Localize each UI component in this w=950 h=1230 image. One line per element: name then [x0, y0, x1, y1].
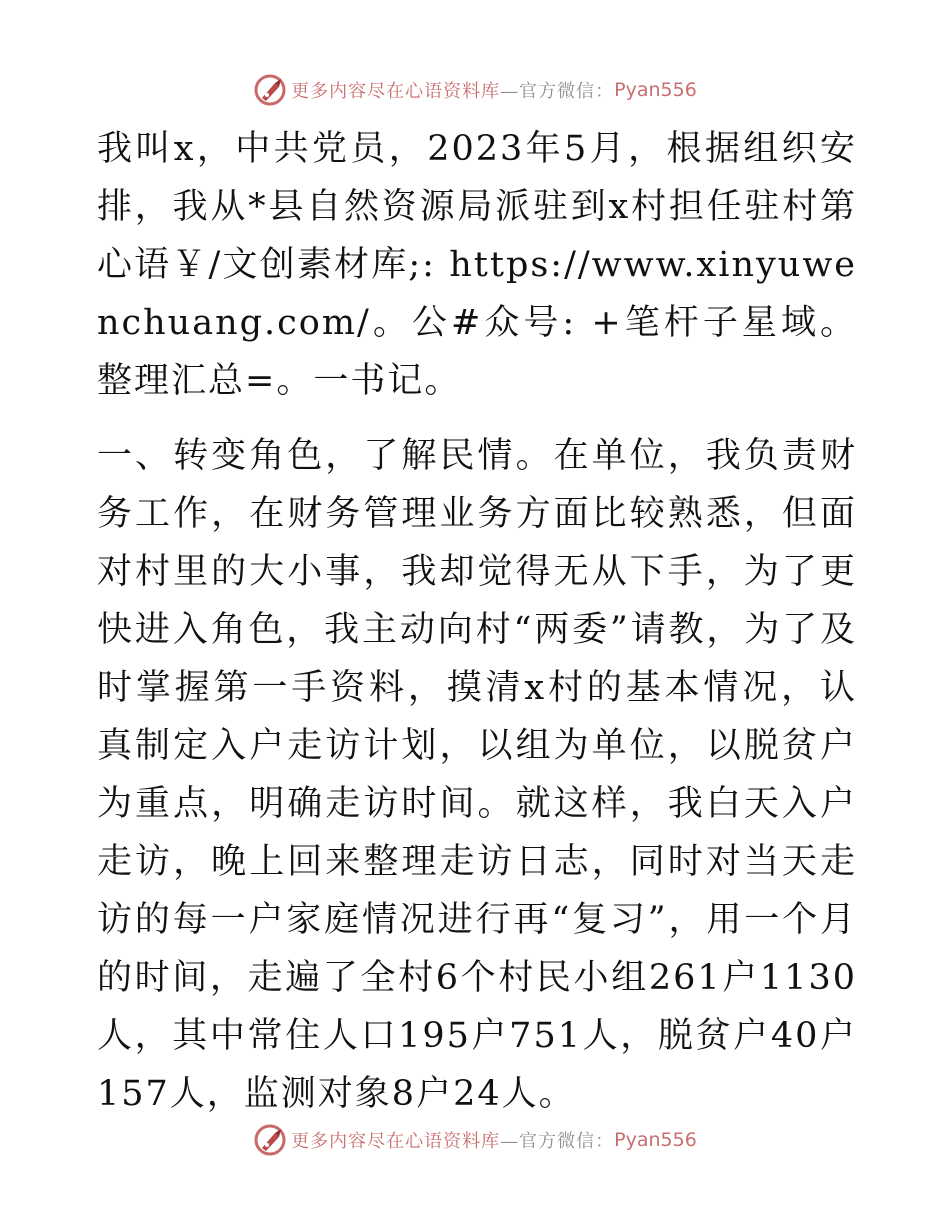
paragraph-text: 一、转变角色，了解民情。在单位，我负责财务工作，在财务管理业务方面比较熟悉，但面对村里的大小事，我却觉得无从下手，为了更快进入角色，我主动向村“两委”请教，为了及时掌握第一手资料，摸清x村的基本情况，认真制定入户走访计划，以组为单位，以脱贫户为重点，明确走访时间。就这样，我白天入户走访，晚上回来整理走访日志，同时对当天走访的每一户家庭情况进行再“复习”，用一个月的时间，走遍了全村6个村民小组261户1130人，其中常住人口195户751人，脱贫户40户157人，监测对象8户24人。: [97, 436, 857, 1114]
banner-wechat-id: Pyan556: [614, 79, 697, 101]
footer-banner: [0, 1120, 950, 1160]
header-banner: [0, 70, 950, 110]
banner-wechat-id: Pyan556: [614, 1129, 697, 1151]
pen-logo-icon: [253, 73, 287, 107]
banner-slogan: 更多内容尽在心语资料库: [291, 1131, 501, 1152]
paragraph-text: 我叫x，中共党员，2023年5月，根据组织安排，我从*县自然资源局派驻到x村担任驻村第心语￥/文创素材库;: https://www.xinyuwenchuang.com/。公#众号: +笔杆子星域。整理汇总=。一书记。: [97, 129, 857, 401]
banner-contact-label: —官方微信：: [500, 81, 615, 102]
banner-slogan: 更多内容尽在心语资料库: [291, 81, 501, 102]
paragraph-section-one: [97, 427, 857, 1123]
paragraph-intro: [97, 120, 857, 410]
pen-logo-icon: [253, 1123, 287, 1157]
banner-contact-label: —官方微信：: [500, 1131, 615, 1152]
